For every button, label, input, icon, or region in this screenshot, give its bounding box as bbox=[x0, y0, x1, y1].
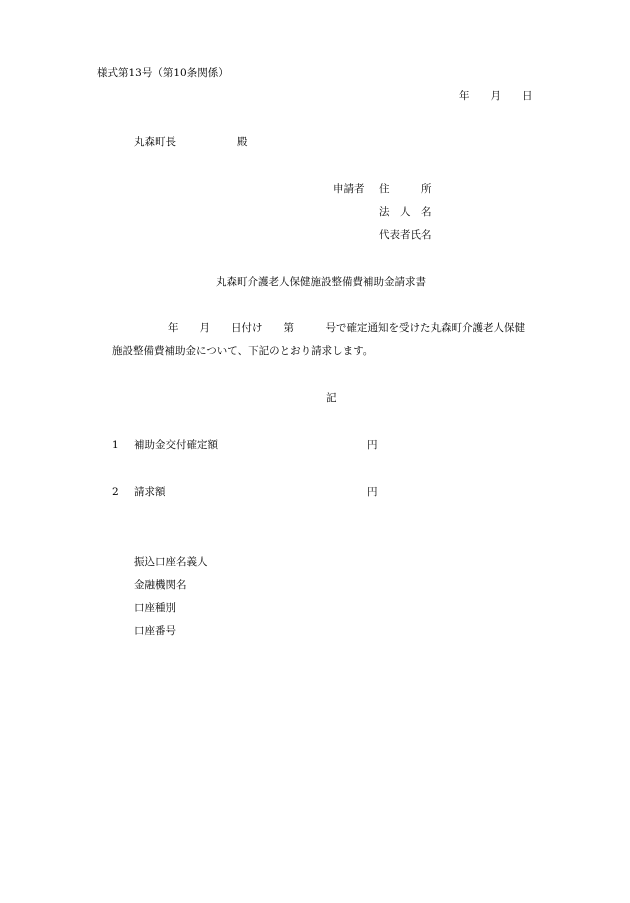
ki-heading: 記 bbox=[326, 392, 337, 404]
addressee-honorific: 殿 bbox=[237, 136, 248, 148]
representative-label: 代表者氏名 bbox=[379, 229, 432, 241]
item-number: 1 bbox=[112, 439, 119, 451]
item-label: 請求額 bbox=[134, 486, 166, 498]
bank-account-number-label: 口座番号 bbox=[134, 625, 176, 637]
date-line: 年 月 日 bbox=[459, 90, 533, 102]
corp-name-label: 法 人 名 bbox=[379, 206, 432, 218]
body-line-1: 年 月 日付け 第 号で確定通知を受けた丸森町介護老人保健 bbox=[168, 322, 525, 334]
applicant-role-label: 申請者 bbox=[333, 183, 365, 195]
form-number: 様式第13号（第10条関係） bbox=[97, 67, 229, 79]
body-line-2: 施設整備費補助金について、下記のとおり請求します。 bbox=[112, 345, 374, 357]
item-number: 2 bbox=[112, 486, 119, 498]
bank-account-holder-label: 振込口座名義人 bbox=[134, 556, 208, 568]
addressee-title: 丸森町長 bbox=[134, 136, 176, 148]
item-label: 補助金交付確定額 bbox=[134, 439, 218, 451]
item-unit: 円 bbox=[367, 439, 378, 451]
item-unit: 円 bbox=[367, 486, 378, 498]
bank-account-type-label: 口座種別 bbox=[134, 602, 176, 614]
bank-institution-label: 金融機関名 bbox=[134, 579, 187, 591]
address-label: 住 所 bbox=[379, 183, 432, 195]
document-title: 丸森町介護老人保健施設整備費補助金請求書 bbox=[216, 276, 426, 288]
